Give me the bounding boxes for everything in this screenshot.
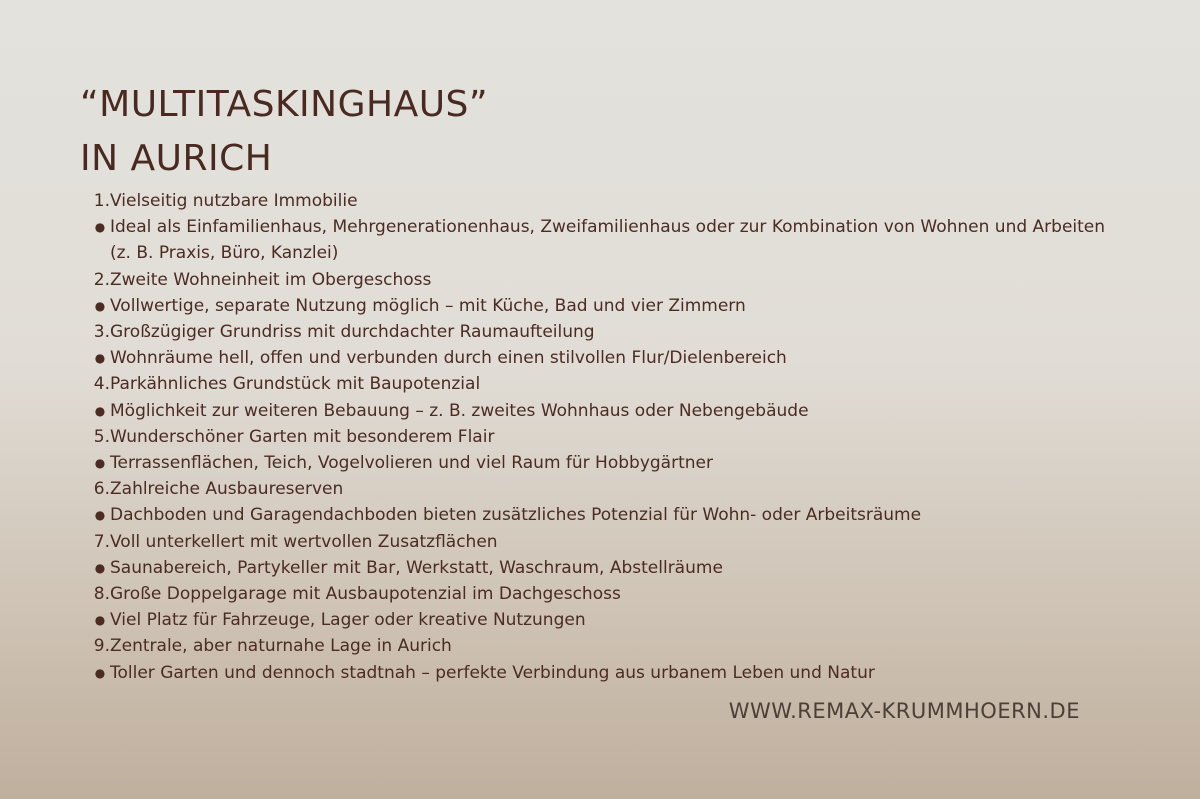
bullet-icon: ● bbox=[94, 613, 106, 628]
feature-number: 8. bbox=[93, 584, 110, 605]
bullet-icon: ● bbox=[94, 298, 106, 313]
bullet-icon: ● bbox=[94, 456, 106, 471]
feature-detail-text: Dachboden und Garagendachboden bieten zusätzliches Potenzial für Wohn- oder Arbeitsräume bbox=[110, 505, 922, 526]
bullet-icon: ● bbox=[94, 220, 106, 235]
feature-detail bbox=[90, 555, 1110, 581]
feature-title: Vielseitig nutzbare Immobilie bbox=[110, 191, 358, 211]
feature-detail-text: Wohnräume hell, offen und verbunden durch einen stilvollen Flur/Dielenbereich bbox=[110, 348, 787, 369]
feature-detail bbox=[90, 660, 1110, 686]
feature-detail bbox=[90, 450, 1110, 476]
feature-number: 6. bbox=[93, 479, 110, 500]
feature-heading bbox=[90, 371, 1110, 397]
feature-heading bbox=[90, 476, 1110, 502]
feature-detail bbox=[90, 345, 1110, 371]
feature-detail-text: Ideal als Einfamilienhaus, Mehrgenerationenhaus, Zweifamilienhaus oder zur Kombination von Wohnen und Arbeiten (z. B. Praxis, Büro, Kanzlei) bbox=[110, 217, 1106, 264]
feature-list bbox=[90, 188, 1110, 686]
website-url: WWW.REMAX-KRUMMHOERN.DE bbox=[728, 699, 1080, 723]
feature-title: Parkähnliches Grundstück mit Baupotenzial bbox=[110, 374, 481, 395]
feature-detail-text: Vollwertige, separate Nutzung möglich – mit Küche, Bad und vier Zimmern bbox=[110, 295, 746, 316]
feature-detail bbox=[90, 398, 1110, 424]
feature-detail-text: Terrassenflächen, Teich, Vogelvolieren und viel Raum für Hobbygärtner bbox=[110, 453, 713, 474]
feature-detail bbox=[90, 607, 1110, 633]
bullet-icon: ● bbox=[94, 665, 106, 680]
feature-title: Voll unterkellert mit wertvollen Zusatzflächen bbox=[110, 531, 498, 552]
feature-title: Große Doppelgarage mit Ausbaupotenzial im Dachgeschoss bbox=[110, 584, 621, 605]
feature-detail-text: Saunabereich, Partykeller mit Bar, Werkstatt, Waschraum, Abstellräume bbox=[110, 557, 723, 578]
feature-detail bbox=[90, 214, 1110, 266]
feature-number: 9. bbox=[93, 636, 110, 657]
feature-number: 4. bbox=[93, 374, 110, 395]
feature-heading bbox=[90, 581, 1110, 607]
feature-number: 5. bbox=[93, 426, 110, 447]
feature-detail-text: Viel Platz für Fahrzeuge, Lager oder kreative Nutzungen bbox=[110, 610, 586, 631]
page-title bbox=[80, 78, 488, 186]
feature-detail-text: Möglichkeit zur weiteren Bebauung – z. B. zweites Wohnhaus oder Nebengebäude bbox=[110, 400, 809, 421]
feature-title: Zahlreiche Ausbaureserven bbox=[110, 479, 344, 500]
feature-heading bbox=[90, 633, 1110, 659]
feature-detail bbox=[90, 293, 1110, 319]
bullet-icon: ● bbox=[94, 351, 106, 366]
feature-number: 2. bbox=[93, 269, 110, 290]
feature-heading bbox=[90, 424, 1110, 450]
feature-title: Großzügiger Grundriss mit durchdachter Raumaufteilung bbox=[110, 322, 595, 343]
feature-number: 3. bbox=[93, 322, 110, 343]
feature-number: 7. bbox=[93, 531, 110, 552]
feature-detail-text: Toller Garten und dennoch stadtnah – perfekte Verbindung aus urbanem Leben und Natur bbox=[110, 662, 875, 683]
bullet-icon: ● bbox=[94, 508, 106, 523]
feature-heading bbox=[90, 319, 1110, 345]
feature-heading bbox=[90, 529, 1110, 555]
feature-title: Wunderschöner Garten mit besonderem Flair bbox=[110, 426, 495, 447]
feature-detail bbox=[90, 502, 1110, 528]
title-line-2: IN AURICH bbox=[80, 138, 273, 179]
feature-title: Zweite Wohneinheit im Obergeschoss bbox=[110, 269, 432, 290]
title-line-1: “MULTITASKINGHAUS” bbox=[80, 84, 489, 125]
feature-heading bbox=[90, 267, 1110, 293]
feature-title: Zentrale, aber naturnahe Lage in Aurich bbox=[110, 636, 452, 657]
feature-number: 1. bbox=[93, 191, 110, 211]
feature-heading bbox=[90, 188, 1110, 214]
bullet-icon: ● bbox=[94, 403, 106, 418]
bullet-icon: ● bbox=[94, 560, 106, 575]
